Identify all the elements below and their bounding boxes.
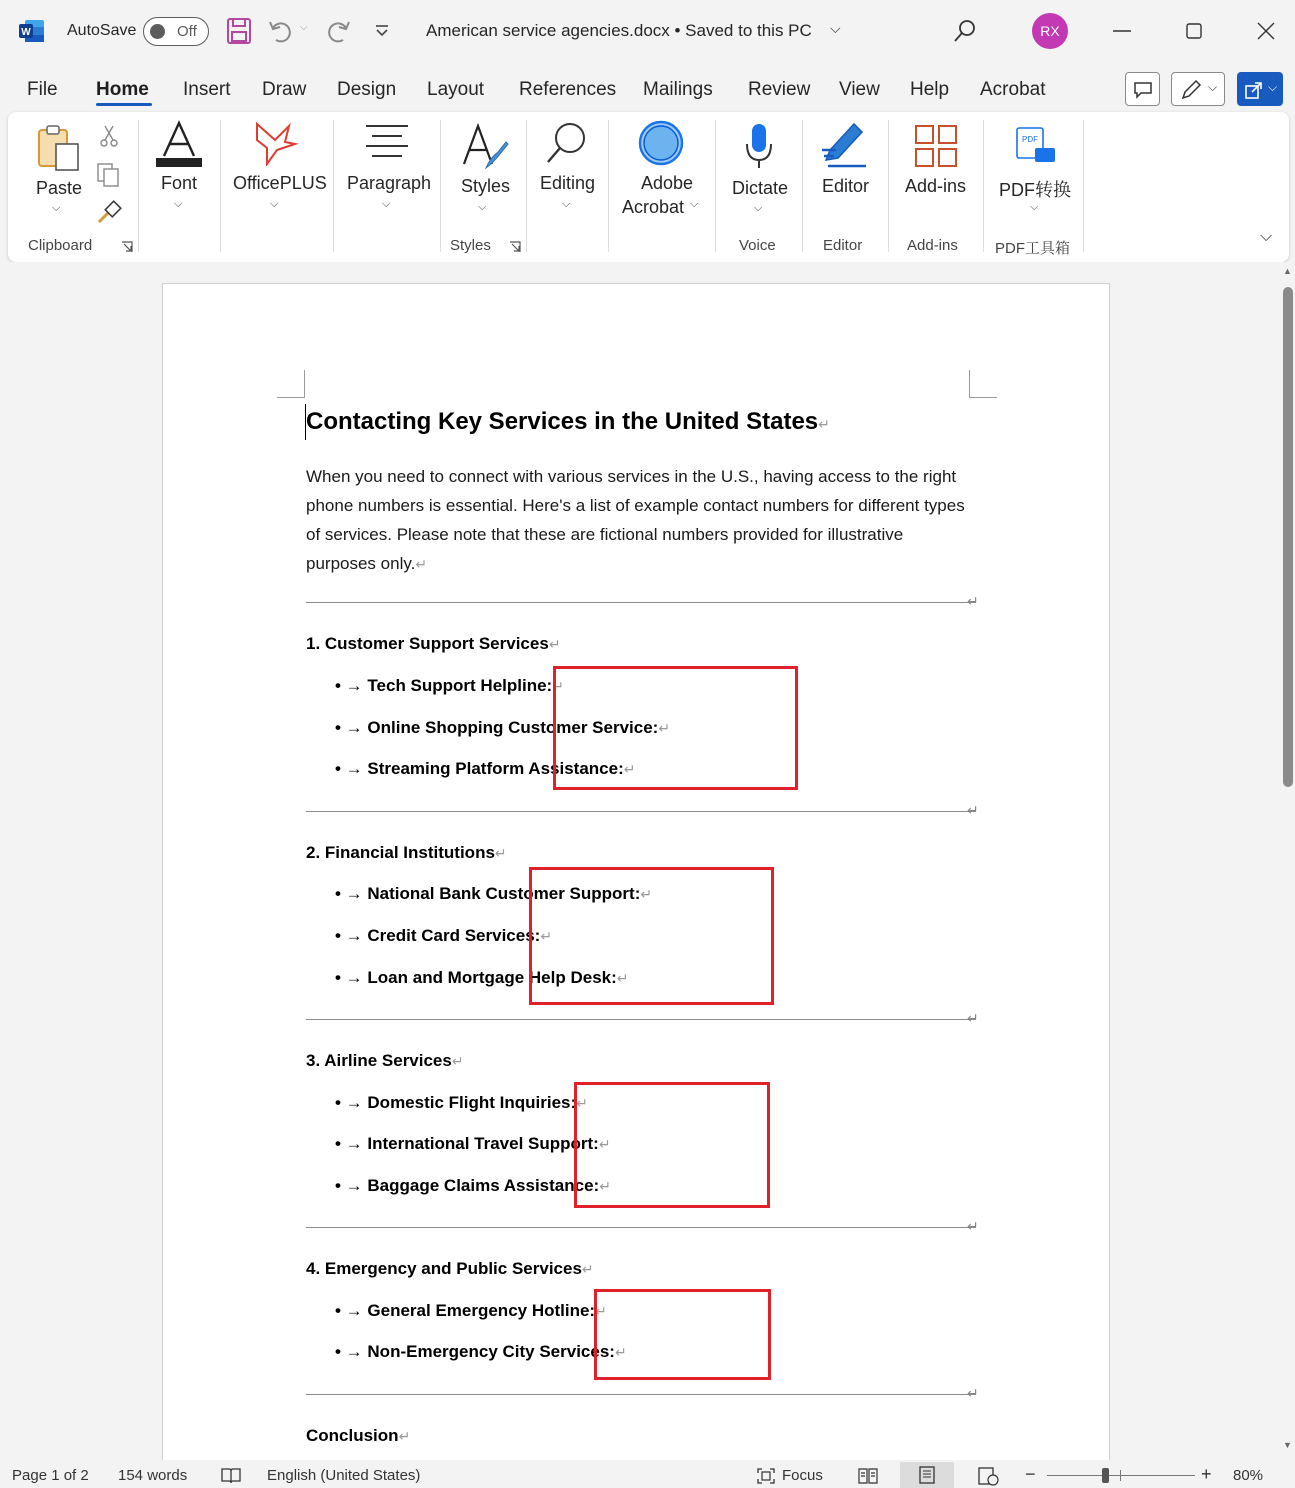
list-item[interactable]: • → Tech Support Helpline:↵ bbox=[335, 676, 564, 695]
zoom-slider[interactable] bbox=[1047, 1475, 1195, 1476]
list-item[interactable]: • → Non-Emergency City Services:↵ bbox=[335, 1342, 627, 1361]
pdf-convert-button[interactable]: PDF转换 bbox=[999, 180, 1071, 200]
tab-draw[interactable]: Draw bbox=[262, 79, 307, 100]
find-icon[interactable] bbox=[544, 120, 590, 166]
paragraph-mark: ↵ bbox=[967, 1385, 979, 1401]
document-page[interactable] bbox=[162, 283, 1110, 1460]
paragraph-mark: ↵ bbox=[967, 593, 979, 609]
paragraph-dropdown-icon[interactable]: ⌵ bbox=[382, 198, 391, 210]
scrollbar-thumb[interactable] bbox=[1283, 287, 1293, 787]
tab-references[interactable]: References bbox=[519, 79, 617, 100]
tab-mailings[interactable]: Mailings bbox=[643, 79, 713, 100]
focus-icon[interactable] bbox=[756, 1467, 776, 1485]
group-editor: Editor bbox=[823, 237, 863, 254]
section-heading[interactable]: 1. Customer Support Services↵ bbox=[306, 634, 561, 653]
group-voice: Voice bbox=[739, 237, 776, 254]
editing-button[interactable]: Editing bbox=[540, 173, 596, 193]
styles-dropdown-icon[interactable]: ⌵ bbox=[478, 201, 487, 213]
save-icon[interactable] bbox=[227, 18, 251, 44]
crop-mark bbox=[969, 370, 997, 398]
maximize-icon[interactable] bbox=[1186, 23, 1202, 39]
chevron-down-icon: ⌵ bbox=[1208, 80, 1218, 94]
ribbon bbox=[8, 112, 1289, 262]
active-tab-indicator bbox=[96, 103, 152, 106]
focus-button[interactable]: Focus bbox=[782, 1467, 823, 1484]
search-icon[interactable] bbox=[953, 18, 977, 44]
adobe-acrobat-label-1[interactable]: Adobe bbox=[641, 173, 694, 193]
tab-layout[interactable]: Layout bbox=[427, 79, 485, 100]
editor-button[interactable]: Editor bbox=[822, 176, 870, 196]
annotation-box bbox=[594, 1289, 771, 1380]
addins-button[interactable]: Add-ins bbox=[905, 176, 967, 196]
read-mode-icon[interactable] bbox=[857, 1467, 879, 1485]
comment-icon bbox=[1133, 81, 1153, 99]
list-item[interactable]: • → Loan and Mortgage Help Desk:↵ bbox=[335, 968, 629, 987]
word-app-icon bbox=[19, 19, 45, 43]
font-button[interactable]: Font bbox=[161, 173, 198, 193]
cut-icon[interactable] bbox=[99, 124, 119, 148]
list-item[interactable]: • → International Travel Support:↵ bbox=[335, 1134, 611, 1153]
paste-dropdown-icon[interactable]: ⌵ bbox=[52, 202, 61, 214]
collapse-ribbon-icon[interactable]: ⌵ bbox=[1260, 228, 1273, 245]
document-title[interactable]: American service agencies.docx • Saved to this PC bbox=[426, 21, 812, 40]
tab-acrobat[interactable]: Acrobat bbox=[980, 79, 1046, 100]
scroll-up-icon[interactable]: ▲ bbox=[1283, 266, 1292, 276]
conclusion-heading[interactable]: Conclusion↵ bbox=[306, 1426, 411, 1445]
tab-review[interactable]: Review bbox=[748, 79, 811, 100]
list-item[interactable]: • → National Bank Customer Support:↵ bbox=[335, 884, 653, 903]
font-icon[interactable] bbox=[154, 120, 204, 168]
adobe-acrobat-icon[interactable] bbox=[638, 120, 684, 166]
document-area bbox=[0, 262, 1280, 1460]
annotation-box bbox=[553, 666, 798, 790]
officeplus-dropdown-icon[interactable]: ⌵ bbox=[270, 198, 279, 210]
pdf-convert-icon[interactable] bbox=[1015, 126, 1057, 166]
proofing-icon[interactable] bbox=[220, 1467, 242, 1485]
officeplus-button[interactable]: OfficePLUS bbox=[233, 173, 327, 193]
horizontal-rule bbox=[306, 602, 976, 603]
page-count[interactable]: Page 1 of 2 bbox=[12, 1467, 89, 1484]
paragraph-icon[interactable] bbox=[364, 124, 410, 160]
group-pdf-tools: PDF工具箱 bbox=[995, 240, 1071, 257]
font-dropdown-icon[interactable]: ⌵ bbox=[174, 198, 183, 210]
tab-insert[interactable]: Insert bbox=[183, 79, 231, 100]
annotation-box bbox=[574, 1082, 770, 1208]
undo-dropdown-icon[interactable]: ⌵ bbox=[300, 22, 308, 33]
styles-button[interactable]: Styles bbox=[461, 176, 511, 196]
pencil-icon bbox=[1180, 79, 1202, 101]
dialog-launcher-icon[interactable] bbox=[121, 241, 133, 253]
list-item[interactable]: • → Baggage Claims Assistance:↵ bbox=[335, 1176, 611, 1195]
horizontal-rule bbox=[306, 1227, 976, 1228]
dialog-launcher-icon[interactable] bbox=[509, 241, 521, 253]
word-count[interactable]: 154 words bbox=[118, 1467, 188, 1484]
share-button[interactable] bbox=[1237, 72, 1283, 106]
avatar[interactable]: RX bbox=[1032, 13, 1068, 49]
print-layout-icon bbox=[918, 1466, 936, 1484]
tab-view[interactable]: View bbox=[839, 79, 880, 100]
copy-icon[interactable] bbox=[96, 162, 120, 188]
list-item[interactable]: • → Credit Card Services:↵ bbox=[335, 926, 553, 945]
minimize-icon[interactable] bbox=[1113, 30, 1131, 32]
adobe-acrobat-label-2[interactable]: Acrobat bbox=[622, 197, 685, 217]
intro-paragraph[interactable]: When you need to connect with various services in the U.S., having access to the right phone numbers is essential. Here's a list of example contact numbers for different types of services. Please note that these are fictional numbers provided for illustrative purposes only.↵ bbox=[306, 467, 965, 573]
zoom-slider-thumb[interactable] bbox=[1102, 1468, 1109, 1483]
microphone-icon[interactable] bbox=[744, 122, 774, 172]
editor-icon[interactable] bbox=[820, 120, 870, 170]
horizontal-rule bbox=[306, 1019, 976, 1020]
pdf-dropdown-icon[interactable]: ⌵ bbox=[1030, 201, 1039, 213]
svg-text:PDF: PDF bbox=[1022, 135, 1038, 144]
annotation-box bbox=[529, 867, 774, 1005]
scroll-down-icon[interactable]: ▼ bbox=[1283, 1440, 1292, 1450]
addins-icon[interactable] bbox=[914, 124, 958, 168]
paragraph-button[interactable]: Paragraph bbox=[347, 173, 432, 193]
customize-toolbar-icon[interactable] bbox=[374, 24, 390, 38]
dictate-button[interactable]: Dictate bbox=[732, 178, 789, 198]
paragraph-mark: ↵ bbox=[967, 802, 979, 818]
adobe-dropdown-icon[interactable]: ⌵ bbox=[690, 198, 699, 210]
web-layout-icon[interactable] bbox=[977, 1466, 999, 1486]
editing-dropdown-icon[interactable]: ⌵ bbox=[562, 198, 571, 210]
paragraph-mark: ↵ bbox=[967, 1218, 979, 1234]
document-title-heading[interactable]: Contacting Key Services in the United States↵ bbox=[306, 408, 830, 435]
vertical-scrollbar[interactable] bbox=[1280, 262, 1295, 1460]
section-heading[interactable]: 4. Emergency and Public Services↵ bbox=[306, 1259, 594, 1278]
tab-file[interactable]: File bbox=[27, 79, 58, 100]
chevron-down-icon: ⌵ bbox=[1268, 80, 1278, 94]
title-dropdown-icon[interactable]: ⌵ bbox=[830, 20, 841, 36]
zoom-level[interactable]: 80% bbox=[1233, 1467, 1264, 1484]
status-bar bbox=[0, 1462, 1295, 1488]
tab-home[interactable]: Home bbox=[96, 79, 149, 100]
autosave-label: AutoSave bbox=[67, 22, 137, 39]
list-item[interactable]: • → Domestic Flight Inquiries:↵ bbox=[335, 1093, 588, 1112]
share-icon bbox=[1244, 80, 1264, 100]
ribbon-tabs bbox=[0, 70, 1295, 110]
paste-button[interactable]: Paste bbox=[36, 178, 83, 198]
zoom-out-icon[interactable]: − bbox=[1025, 1464, 1036, 1484]
horizontal-rule bbox=[306, 811, 976, 812]
autosave-state: Off bbox=[177, 23, 197, 40]
list-item[interactable]: • → Online Shopping Customer Service:↵ bbox=[335, 718, 671, 737]
editing-mode-button[interactable] bbox=[1171, 72, 1225, 106]
title-bar bbox=[0, 0, 1295, 62]
tab-design[interactable]: Design bbox=[337, 79, 397, 100]
close-icon[interactable] bbox=[1257, 22, 1275, 40]
officeplus-icon[interactable] bbox=[253, 120, 299, 166]
dictate-dropdown-icon[interactable]: ⌵ bbox=[754, 202, 763, 214]
styles-icon[interactable] bbox=[460, 122, 510, 172]
autosave-toggle[interactable] bbox=[143, 17, 209, 46]
group-clipboard: Clipboard bbox=[28, 237, 93, 254]
zoom-in-icon[interactable]: + bbox=[1201, 1464, 1212, 1484]
group-styles: Styles bbox=[450, 237, 491, 254]
undo-icon[interactable] bbox=[268, 18, 294, 44]
list-item[interactable]: • → General Emergency Hotline:↵ bbox=[335, 1301, 607, 1320]
paste-icon[interactable] bbox=[36, 124, 82, 172]
section-heading[interactable]: 2. Financial Institutions↵ bbox=[306, 843, 507, 862]
svg-text:W: W bbox=[21, 27, 31, 38]
redo-icon[interactable] bbox=[326, 18, 352, 44]
paragraph-mark: ↵ bbox=[967, 1010, 979, 1026]
format-painter-icon[interactable] bbox=[96, 200, 122, 224]
list-item[interactable]: • → Streaming Platform Assistance:↵ bbox=[335, 759, 636, 778]
zoom-slider-midpoint bbox=[1120, 1470, 1121, 1481]
tab-help[interactable]: Help bbox=[910, 79, 950, 100]
horizontal-rule bbox=[306, 1394, 976, 1395]
language-indicator[interactable]: English (United States) bbox=[267, 1467, 421, 1484]
group-addins: Add-ins bbox=[907, 237, 958, 254]
section-heading[interactable]: 3. Airline Services↵ bbox=[306, 1051, 464, 1070]
print-layout-button[interactable] bbox=[900, 1462, 954, 1488]
crop-mark bbox=[277, 370, 305, 398]
comments-button[interactable] bbox=[1125, 72, 1160, 106]
